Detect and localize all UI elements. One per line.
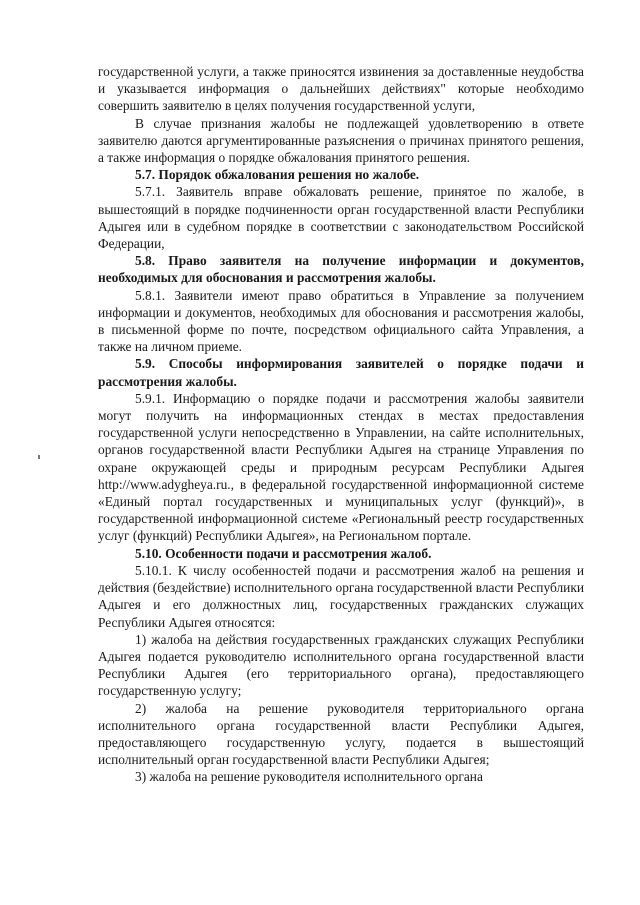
paragraph-5-10-1: 5.10.1. К числу особенностей подачи и рассмотрения жалоб на решения и действия (бездействие) исполнительного органа государственной власти Республики Адыгея и его должностных лиц, государственных гражданских служащих Республики Адыгея относятся: — [98, 562, 584, 630]
list-item-1: 1) жалоба на действия государственных гражданских служащих Республики Адыгея подается руководителю исполнительного органа государственной власти Республики Адыгея (его территориального органа), предоставляющего государственную услугу; — [98, 631, 584, 699]
heading-5-7: 5.7. Порядок обжалования решения но жалобе. — [135, 167, 420, 183]
list-item-3: 3) жалоба на решение руководителя исполнительного органа — [135, 769, 483, 785]
paragraph-5-8-1: 5.8.1. Заявители имеют право обратиться в Управление за получением информации и документов, необходимых для обоснования и рассмотрения жалобы, в письменной форме по почте, посредством официального сайта Управления, а также на личном приеме. — [98, 287, 584, 355]
margin-scan-mark — [38, 455, 40, 459]
list-item-2: 2) жалоба на решение руководителя территориального органа исполнительного органа государственной власти Республики Адыгея, предоставляющего государственную услугу, подается в вышестоящий исполнительный орган государственной власти Республики Адыгея; — [98, 700, 584, 768]
heading-5-9: 5.9. Способы информирования заявителей о порядке подачи и рассмотрения жалобы. — [98, 356, 584, 389]
document-page — [98, 63, 584, 786]
heading-5-10: 5.10. Особенности подачи и рассмотрения жалоб. — [135, 545, 432, 561]
paragraph-5-7-1: 5.7.1. Заявитель вправе обжаловать решение, принятое по жалобе, в вышестоящий в порядке подчиненности орган государственной власти Республики Адыгея или в судебном порядке в соответствии с законодательством Российской Федерации, — [98, 184, 584, 252]
paragraph-continuation: государственной услуги, а также приносятся извинения за доставленные неудобства и указывается информация о дальнейших действиях" которые необходимо совершить заявителю в целях получения государственной услуги, — [98, 64, 584, 114]
paragraph-5-9-1: 5.9.1. Информацию о порядке подачи и рассмотрения жалобы заявители могут получить на информационных стендах в местах предоставления государственной услуги непосредственно в Управлении, на сайте исполнительных, органов государственной власти Республики Адыгея на странице Управления по охране окружающей среды и природным ресурсам Республики Адыгея http://www.adygheya.ru., в федеральной государственной информационной системе «Единый портал государственных и муниципальных услуг (функций)», в государственной информационной системе «Региональный реестр государственных услуг (функций) Республики Адыгея», на Региональном портале. — [98, 390, 584, 544]
heading-5-8: 5.8. Право заявителя на получение информации и документов, необходимых для обоснования и рассмотрения жалобы. — [98, 253, 584, 286]
paragraph-rejection-answer: В случае признания жалобы не подлежащей удовлетворению в ответе заявителю даются аргументированные разъяснения о причинах принятого решения, а также информация о порядке обжалования принятого решения. — [98, 115, 584, 166]
